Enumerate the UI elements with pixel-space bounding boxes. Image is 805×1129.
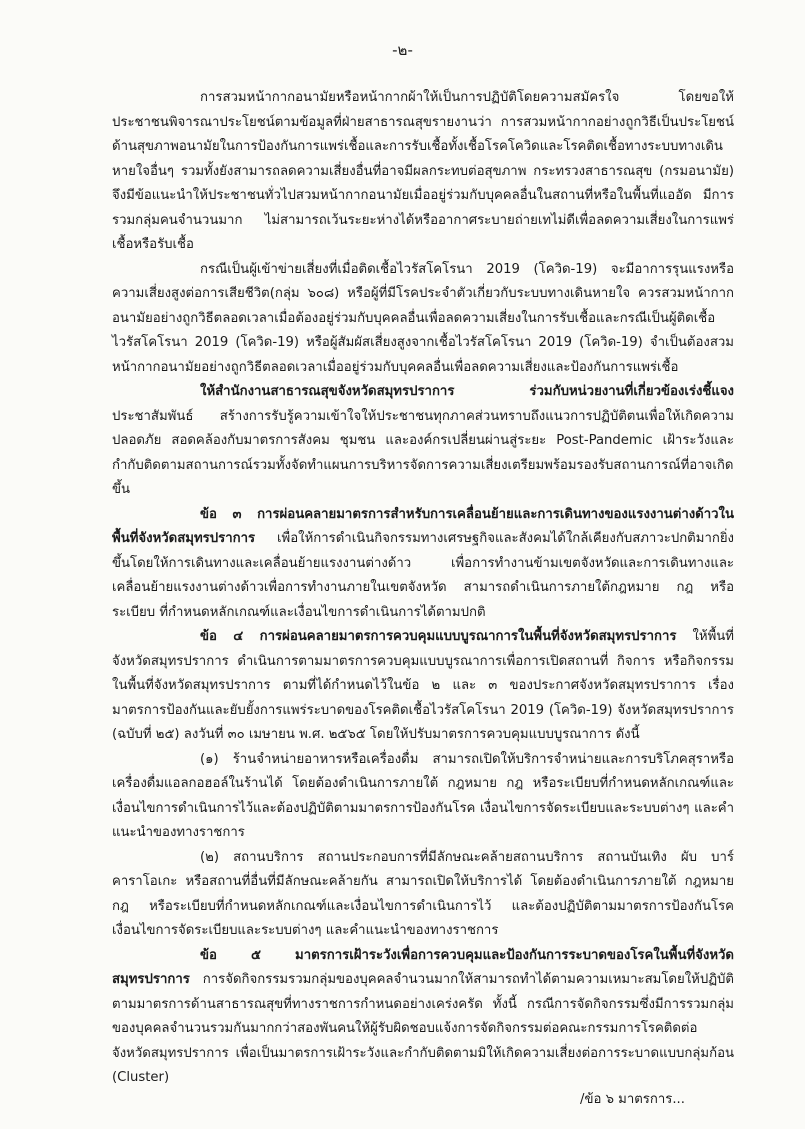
paragraph-risk-group: กรณีเป็นผู้เข้าข่ายเสี่ยงที่เมื่อติดเชื้อไวรัสโคโรนา 2019 (โควิด-19) จะมีอาการรุนแรงหรือความเสี่ยงสูงต่อการเสียชีวิต(กลุ่ม ๖๐๘) หรือผู้ที่มีโรคประจำตัวเกี่ยวกับระบบทางเดินหายใจ ควรสวมหน้ากากอนามัยอย่างถูกวิธีตลอดเวลาเมื่อต้องอยู่ร่วมกับบุคคลอื่นเพื่อลดความเสี่ยงในการรับเชื้อและกรณีเป็นผู้ติดเชื้อไวรัสโคโรนา 2019 (โควิด-19) หรือผู้สัมผัสเสี่ยงสูงจากเชื้อไวรัสโคโรนา 2019 (โควิด-19) จำเป็นต้องสวมหน้ากากอนามัยอย่างถูกวิธีตลอดเวลาเมื่ออยู่ร่วมกับบุคคลอื่นเพื่อลดความเสี่ยงและป้องกันการแพร่เชื้อ	[112, 261, 734, 375]
document-body	[112, 86, 734, 1091]
paragraph-clause-5: ข้อ ๕ มาตรการเฝ้าระวังเพื่อการควบคุมและป้องกันการระบาดของโรคในพื้นที่จังหวัดสมุทรปราการ การจัดกิจกรรมรวมกลุ่มของบุคคลจำนวนมากให้สามารถทำได้ตามความเหมาะสมโดยให้ปฏิบัติตามมาตรการด้านสาธารณสุขที่ทางราชการกำหนดอย่างเคร่งครัด ทั้งนี้ กรณีการจัดกิจกรรมซึ่งมีการรวมกลุ่มของบุคคลจำนวนรวมกันมากกว่าสองพันคนให้ผู้รับผิดชอบแจ้งการจัดกิจกรรมต่อคณะกรรมการโรคติดต่อจังหวัดสมุทรปราการ เพื่อเป็นมาตรการเฝ้าระวังและกำกับติดตามมิให้เกิดความเสี่ยงต่อการระบาดแบบกลุ่มก้อน (Cluster)	[112, 947, 734, 1085]
paragraph-item-1: (๑) ร้านจำหน่ายอาหารหรือเครื่องดื่ม สามารถเปิดให้บริการจำหน่ายและการบริโภคสุราหรือเครื่องดื่มแอลกอฮอล์ในร้านได้ โดยต้องดำเนินการภายใต้ กฎหมาย กฎ หรือระเบียบที่กำหนดหลักเกณฑ์และเงื่อนไขการดำเนินการไว้และต้องปฏิบัติตามมาตรการป้องกันโรค เงื่อนไขการจัดระเบียบและระบบต่างๆ และคำแนะนำของทางราชการ	[112, 751, 734, 840]
paragraph-health-office: ให้สำนักงานสาธารณสุขจังหวัดสมุทรปราการ ร่วมกับหน่วยงานที่เกี่ยวข้องเร่งชี้แจงประชาสัมพันธ์ สร้างการรับรู้ความเข้าใจให้ประชาชนทุกภาคส่วนทราบถึงแนวการปฏิบัติตนเพื่อให้เกิดความปลอดภัย สอดคล้องกับมาตรการสังคม ชุมชน และองค์กรเปลี่ยนผ่านสู่ระยะ Post-Pandemic เฝ้าระวังและกำกับติดตามสถานการณ์รวมทั้งจัดทำแผนการบริหารจัดการความเสี่ยงเตรียมพร้อมรองรับสถานการณ์ที่อาจเกิดขึ้น	[112, 384, 734, 497]
paragraph-clause-4: ข้อ ๔ การผ่อนคลายมาตรการควบคุมแบบบูรณาการในพื้นที่จังหวัดสมุทรปราการ ให้พื้นที่จังหวัดสมุทรปราการ ดำเนินการตามมาตรการควบคุมแบบบูรณาการเพื่อการเปิดสถานที่ กิจการ หรือกิจกรรมในพื้นที่จังหวัดสมุทรปราการ ตามที่ได้กำหนดไว้ในข้อ ๒ และ ๓ ของประกาศจังหวัดสมุทรปราการ เรื่อง มาตรการป้องกันและยับยั้งการแพร่ระบาดของโรคติดเชื้อไวรัสโคโรนา 2019 (โควิด-19) จังหวัดสมุทรปราการ (ฉบับที่ ๒๕) ลงวันที่ ๓๐ เมษายน พ.ศ. ๒๕๖๕ โดยให้ปรับมาตรการควบคุมแบบบูรณาการ ดังนี้	[112, 629, 734, 742]
paragraph-mask-voluntary: การสวมหน้ากากอนามัยหรือหน้ากากผ้าให้เป็นการปฏิบัติโดยความสมัครใจ โดยขอให้ประชาชนพิจารณาประโยชน์ตามข้อมูลที่ฝ่ายสาธารณสุขรายงานว่า การสวมหน้ากากอย่างถูกวิธีเป็นประโยชน์ด้านสุขภาพอนามัยในการป้องกันการแพร่เชื้อและการรับเชื้อทั้งเชื้อโรคโควิดและโรคติดเชื้อทางระบบทางเดินหายใจอื่นๆ รวมทั้งยังสามารถลดความเสี่ยงอื่นที่อาจมีผลกระทบต่อสุขภาพ กระทรวงสาธารณสุข (กรมอนามัย) จึงมีข้อแนะนำให้ประชาชนทั่วไปสวมหน้ากากอนามัยเมื่ออยู่ร่วมกับบุคคลอื่นในสถานที่หรือในพื้นที่แออัด มีการรวมกลุ่มคนจำนวนมาก ไม่สามารถเว้นระยะห่างได้หรืออากาศระบายถ่ายเทไม่ดีเพื่อลดความเสี่ยงในการแพร่เชื้อหรือรับเชื้อ	[112, 90, 734, 252]
paragraph-clause-3: ข้อ ๓ การผ่อนคลายมาตรการสำหรับการเคลื่อนย้ายและการเดินทางของแรงงานต่างด้าวในพื้นที่จังหวัดสมุทรปราการ เพื่อให้การดำเนินกิจกรรมทางเศรษฐกิจและสังคมได้ใกล้เคียงกับสภาวะปกติมากยิ่งขึ้นโดยให้การเดินทางและเคลื่อนย้ายแรงงานต่างด้าว เพื่อการทำงานข้ามเขตจังหวัดและการเดินทางและเคลื่อนย้ายแรงงานต่างด้าวเพื่อการทำงานภายในเขตจังหวัด สามารถดำเนินการภายใต้กฎหมาย กฎ หรือระเบียบ ที่กำหนดหลักเกณฑ์และเงื่อนไขการดำเนินการได้ตามปกติ	[112, 506, 734, 620]
paragraph-item-2: (๒) สถานบริการ สถานประกอบการที่มีลักษณะคล้ายสถานบริการ สถานบันเทิง ผับ บาร์ คาราโอเกะ หรือสถานที่อื่นที่มีลักษณะคล้ายกัน สามารถเปิดให้บริการได้ โดยต้องดำเนินการภายใต้ กฎหมาย กฎ หรือระเบียบที่กำหนดหลักเกณฑ์และเงื่อนไขการดำเนินการไว้ และต้องปฏิบัติตามมาตรการป้องกันโรค เงื่อนไขการจัดระเบียบและระบบต่างๆ และคำแนะนำของทางราชการ	[112, 849, 734, 938]
continuation-note: /ข้อ ๖ มาตรการ...	[580, 1092, 685, 1107]
page-number: -๒-	[392, 41, 413, 59]
